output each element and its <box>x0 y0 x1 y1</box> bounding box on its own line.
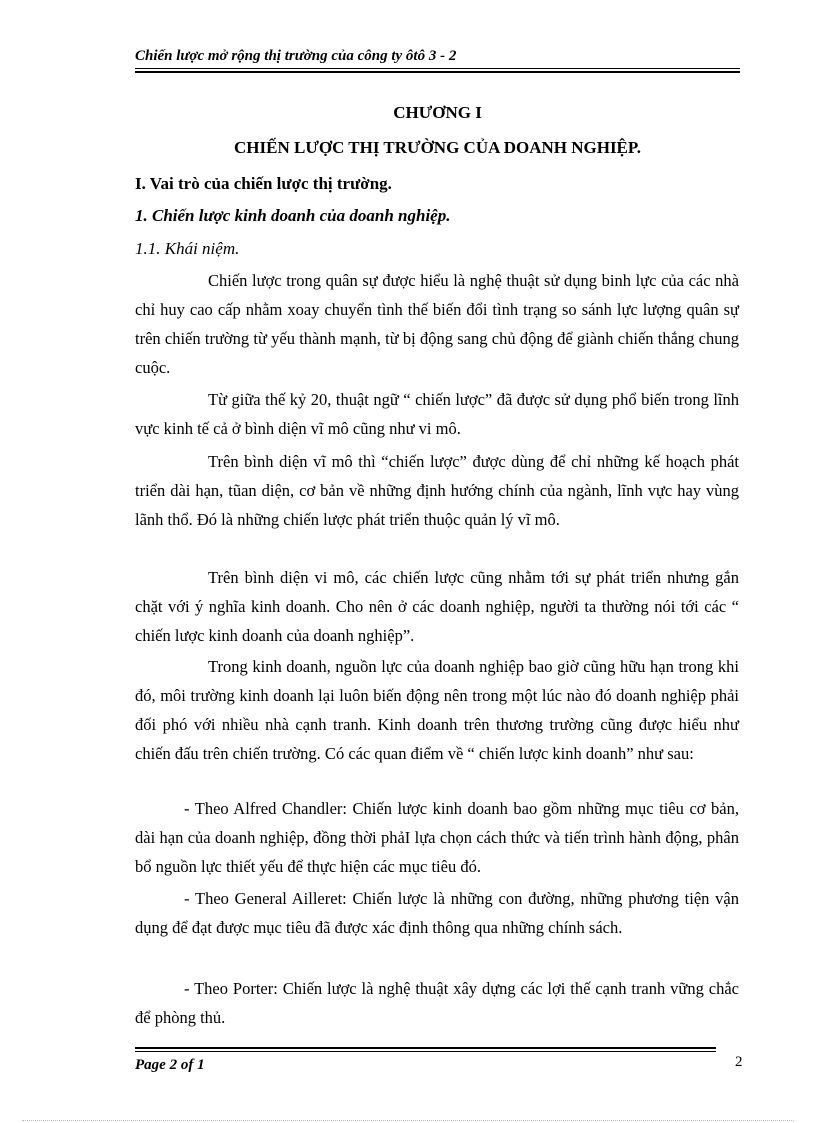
footer-rule <box>135 1047 716 1052</box>
header-rule <box>135 68 740 73</box>
paragraph-quote-ailleret: - Theo General Ailleret: Chiến lược là những con đường, những phương tiện vận dụng để đạt được mục tiêu đã được xác định thông qua những chính sách. <box>135 889 739 937</box>
paragraph: Trên bình diện vi mô, các chiến lược cũng nhằm tới sự phát triển nhưng gắn chặt với ý nghĩa kinh doanh. Cho nên ở các doanh nghiệp, người ta thường nói tới các “ chiến lược kinh doanh của doanh nghiệp”. <box>135 568 739 645</box>
paragraph: Trên bình diện vĩ mô thì “chiến lược” được dùng để chỉ những kế hoạch phát triển dài hạn, tũan diện, cơ bản về những định hướng chính của ngành, lĩnh vực hay vùng lãnh thổ. Đó là những chiến lược phát triển thuộc quản lý vĩ mô. <box>135 452 739 529</box>
paragraph: Chiến lược trong quân sự được hiểu là nghệ thuật sử dụng binh lực của các nhà chỉ huy cao cấp nhằm xoay chuyển tình thế biến đổi tình trạng so sánh lực lượng quân sự trên chiến trường từ yếu thành mạnh, từ bị động sang chủ động để giành chiến thắng chung cuộc. <box>135 271 739 377</box>
page-break-line <box>22 1120 794 1121</box>
chapter-number: CHƯƠNG I <box>393 103 482 122</box>
subsection-heading: 1. Chiến lược kinh doanh của doanh nghiệp. <box>135 206 451 225</box>
paragraph: Từ giữa thế kỷ 20, thuật ngữ “ chiến lược” đã được sử dụng phổ biến trong lĩnh vực kinh tế cả ở bình diện vĩ mô cũng như vi mô. <box>135 390 739 438</box>
paragraph: Trong kinh doanh, nguồn lực của doanh nghiệp bao giờ cũng hữu hạn trong khi đó, môi trường kinh doanh lại luôn biến động nên trong một lúc nào đó doanh nghiệp phải đối phó với nhiều nhà cạnh tranh. Kinh doanh trên thương trường cũng được hiểu như chiến đấu trên chiến trường. Có các quan điểm về “ chiến lược kinh doanh” như sau: <box>135 657 739 763</box>
paragraph-quote-porter: - Theo Porter: Chiến lược là nghệ thuật xây dựng các lợi thế cạnh tranh vững chắc để phòng thủ. <box>135 979 739 1027</box>
page-label: Page 2 of 1 <box>135 1057 205 1073</box>
chapter-title: CHIẾN LƯỢC THỊ TRƯỜNG CỦA DOANH NGHIỆP. <box>234 138 641 157</box>
section-heading: I. Vai trò của chiến lược thị trường. <box>135 174 392 193</box>
paragraph-quote-chandler: - Theo Alfred Chandler: Chiến lược kinh doanh bao gồm những mục tiêu cơ bản, dài hạn của doanh nghiệp, đồng thời phảI lựa chọn cách thức và tiến trình hành động, phân bổ nguồn lực thiết yếu để thực hiện các mục tiêu đó. <box>135 799 739 876</box>
subsubsection-heading: 1.1. Khái niệm. <box>135 239 240 258</box>
page-number: 2 <box>735 1054 743 1070</box>
running-header: Chiến lược mở rộng thị trường của công ty ôtô 3 - 2 <box>135 48 457 64</box>
